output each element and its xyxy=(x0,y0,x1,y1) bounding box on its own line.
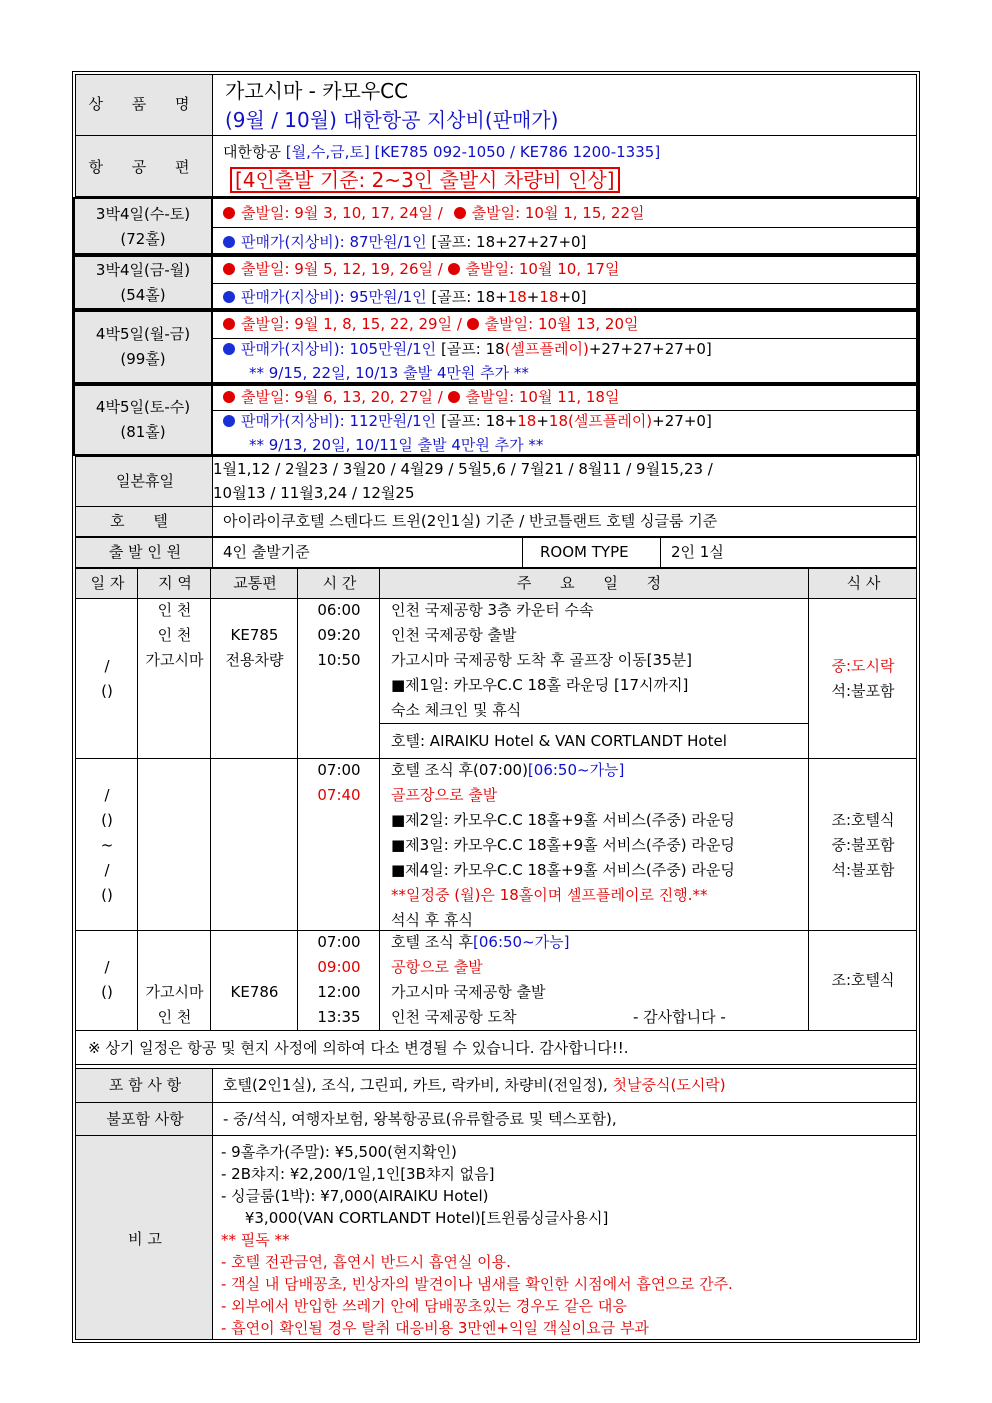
day1-time-cell xyxy=(297,598,380,759)
blue-dot-icon xyxy=(223,343,235,355)
golf-red: (셀프플레이) xyxy=(504,340,589,358)
included-value xyxy=(223,1078,726,1093)
time-text: 09:00 xyxy=(317,958,361,976)
golf-text: +27+27+27+0] xyxy=(588,340,712,358)
package-2-detail-cell xyxy=(211,255,919,310)
day3-area-cell xyxy=(137,930,211,1031)
remarks-value-cell xyxy=(212,1135,917,1340)
plan-text: 공항으로 출발 xyxy=(391,958,483,976)
dep-sep: 출발일: 9월 1, 8, 15, 22, 29일 / xyxy=(241,315,467,333)
people-label-cell xyxy=(75,537,213,568)
red-dot-icon xyxy=(223,263,235,275)
divider xyxy=(380,723,808,724)
day3-transport-cell xyxy=(210,930,298,1031)
header-day xyxy=(75,568,138,599)
golf-text: + xyxy=(526,288,540,306)
blue-dot-icon xyxy=(223,291,235,303)
day2-plan-cell xyxy=(379,758,809,931)
header-transport xyxy=(210,568,298,599)
included-lunch: 첫날중식(도시락) xyxy=(612,1076,726,1094)
plan-text: 숙소 체크인 및 휴식 xyxy=(391,701,522,719)
date-text: / xyxy=(104,786,110,804)
title-label-cell xyxy=(75,74,213,136)
date-text: / xyxy=(104,958,110,976)
dep-oct: 출발일: 10월 10, 17일 xyxy=(465,260,620,278)
time-text: 07:40 xyxy=(317,786,361,804)
people-label: 출 발 인 원 xyxy=(108,543,182,561)
package-1-name: 3박4일(수-토) xyxy=(95,205,191,223)
red-dot-icon xyxy=(223,207,235,219)
red-dot-icon xyxy=(223,318,235,330)
included-text: 호텔(2인1실), 조식, 그린피, 카트, 락카비, 차량비(전일정), xyxy=(223,1076,613,1094)
time-text: 10:50 xyxy=(317,651,361,669)
package-2-departures xyxy=(223,262,619,277)
price-text: 판매가(지상비): 112만원/1인 xyxy=(241,412,441,430)
divider xyxy=(213,227,917,228)
plan-text: ■제4일: 카모우C.C 18홀+9홀 서비스(주중) 라운딩 xyxy=(391,861,735,879)
price-text: 판매가(지상비): 105만원/1인 xyxy=(241,340,441,358)
package-3-extra: ** 9/15, 22일, 10/13 출발 4만원 추가 ** xyxy=(249,364,529,382)
package-4-holes: (81홀) xyxy=(120,423,166,441)
time-text: 12:00 xyxy=(317,983,361,1001)
day1-plan-cell xyxy=(379,598,809,759)
excluded-value: - 중/석식, 여행자보험, 왕복항공료(유류할증료 및 텍스포함), xyxy=(223,1110,617,1128)
day2-plan-1 xyxy=(391,763,624,778)
dep-sep: 출발일: 9월 3, 10, 17, 24일 / xyxy=(241,204,448,222)
blue-dot-icon xyxy=(223,236,235,248)
package-2-price xyxy=(223,290,586,305)
holidays-line-2: 10월13 / 11월3,24 / 12월25 xyxy=(213,484,415,502)
plan-note: [06:50~가능] xyxy=(527,761,625,779)
price-text: 판매가(지상비): 95만원/1인 xyxy=(241,288,432,306)
day2-date-cell xyxy=(75,758,138,931)
remark-warning: ** 필독 ** xyxy=(221,1231,290,1249)
remark-line: ¥3,000(VAN CORTLANDT Hotel)[트윈룸싱글사용시] xyxy=(221,1209,609,1227)
plan-text: 인천 국제공항 3층 카운터 수속 xyxy=(391,601,594,619)
room-type-label: ROOM TYPE xyxy=(540,543,629,561)
remark-warning: - 호텔 전관금연, 흡연시 반드시 흡연실 이용. xyxy=(221,1253,511,1271)
plan-note: [06:50~가능] xyxy=(473,933,570,951)
package-4-name: 4박5일(토-수) xyxy=(95,398,191,416)
day2-area-cell xyxy=(137,758,211,931)
product-subtitle: (9월 / 10월) 대한항공 지상비(판매가) xyxy=(225,108,559,132)
hotel-value-cell xyxy=(212,506,917,537)
product-name: 가고시마 - 카모우CC xyxy=(225,79,409,103)
hotel-label: 호 텔 xyxy=(110,512,180,530)
transport-text: KE785 xyxy=(230,626,279,644)
airline-name: 대한항공 xyxy=(223,143,286,161)
remark-line: - 싱글룸(1박): ¥7,000(AIRAIKU Hotel) xyxy=(221,1187,489,1205)
golf-text: [골프: 18 xyxy=(440,340,505,358)
dep-oct: 출발일: 10월 13, 20일 xyxy=(484,315,639,333)
plan-text: 인천 국제공항 도착 xyxy=(391,1008,517,1026)
red-dot-icon xyxy=(448,391,460,403)
remark-line: - 9홀추가(주말): ¥5,500(현지확인) xyxy=(221,1143,457,1161)
holidays-value-cell xyxy=(212,456,917,507)
package-3-departures xyxy=(223,317,639,332)
plan-text: 가고시마 국제공항 출발 xyxy=(391,983,546,1001)
plan-text: ■제1일: 카모우C.C 18홀 라운딩 [17시까지] xyxy=(391,676,689,694)
package-4-detail-cell xyxy=(211,384,919,456)
excluded-value-cell xyxy=(212,1102,917,1136)
golf-text: + xyxy=(536,412,549,430)
date-text: / xyxy=(104,861,110,879)
title-label: 상 품 명 xyxy=(88,95,202,113)
schedule-notice: ※ 상기 일정은 항공 및 현지 사정에 의하여 다소 변경될 수 있습니다. 감사합니다!!. xyxy=(88,1039,629,1057)
holidays-line-1: 1월1,12 / 2월23 / 3월20 / 4월29 / 5월5,6 / 7월21 / 8월11 / 9월15,23 / xyxy=(213,460,713,478)
flight-label-cell xyxy=(75,135,213,197)
time-text: 13:35 xyxy=(317,1008,361,1026)
header-plan xyxy=(379,568,809,599)
golf-red: 18(셀프플레이) xyxy=(548,412,653,430)
golf-red: 18 xyxy=(517,412,537,430)
time-text: 07:00 xyxy=(317,933,361,951)
area-text: 가고시마 xyxy=(145,651,204,669)
area-text: 인 천 xyxy=(157,601,192,619)
transport-text: KE786 xyxy=(230,983,279,1001)
excluded-label-cell xyxy=(75,1102,213,1136)
golf-red: 18 xyxy=(507,288,527,306)
header-day-text: 일 자 xyxy=(90,574,125,592)
meal-text: 조:호텔식 xyxy=(831,971,895,989)
package-3-name: 4박5일(월-금) xyxy=(95,325,191,343)
header-time xyxy=(297,568,380,599)
package-2-holes: (54홀) xyxy=(120,286,166,304)
remark-warning: - 외부에서 반입한 쓰레기 안에 담배꽁초있는 경우도 같은 대응 xyxy=(221,1297,627,1315)
golf-text: +27+0] xyxy=(652,412,712,430)
time-text: 09:20 xyxy=(317,626,361,644)
dep-sep: 출발일: 9월 5, 12, 19, 26일 / xyxy=(241,260,448,278)
divider xyxy=(213,410,917,411)
day1-weekday: () xyxy=(101,682,113,700)
day1-date: / xyxy=(104,657,110,675)
plan-text: ■제2일: 카모우C.C 18홀+9홀 서비스(주중) 라운딩 xyxy=(391,811,735,829)
plan-text: 인천 국제공항 출발 xyxy=(391,626,517,644)
people-value: 4인 출발기준 xyxy=(223,543,310,561)
holidays-label: 일본휴일 xyxy=(116,472,174,490)
meal-text: 중:도시락 xyxy=(831,657,895,675)
header-area-text: 지 역 xyxy=(158,574,192,592)
day2-meal-cell xyxy=(808,758,917,931)
plan-text: 골프장으로 출발 xyxy=(391,786,498,804)
package-2-label-cell xyxy=(73,255,213,310)
divider xyxy=(213,338,917,339)
hotel-label-cell xyxy=(75,506,213,537)
price-text: 판매가(지상비): 87만원/1인 xyxy=(241,233,432,251)
hotel-value: 아이라이쿠호텔 스텐다드 트윈(2인1실) 기준 / 반코틀랜트 호텔 싱글룸 기준 xyxy=(223,512,718,530)
date-text: () xyxy=(101,811,113,829)
remarks-label-cell xyxy=(75,1135,213,1340)
day1-hotel-line: 호텔: AIRAIKU Hotel & VAN CORTLANDT Hotel xyxy=(391,732,727,750)
date-text: () xyxy=(101,886,113,904)
flight-notice: [4인출발 기준: 2~3인 출발시 차량비 인상] xyxy=(230,167,620,193)
golf-text: [골프: 18+ xyxy=(431,288,508,306)
day1-area-cell xyxy=(137,598,211,759)
day3-plan-cell xyxy=(379,930,809,1031)
golf-text: [골프: 18+27+27+0] xyxy=(431,233,587,251)
holidays-label-cell xyxy=(75,456,213,507)
header-time-text: 시 간 xyxy=(322,574,357,592)
header-transport-text: 교통편 xyxy=(233,574,277,592)
time-text: 06:00 xyxy=(317,601,361,619)
day3-time-cell xyxy=(297,930,380,1031)
package-4-departures xyxy=(223,390,619,405)
day2-transport-cell xyxy=(210,758,298,931)
meal-text: 중:불포함 xyxy=(831,836,895,854)
red-dot-icon xyxy=(223,391,235,403)
red-dot-icon xyxy=(454,207,466,219)
package-1-detail-cell xyxy=(211,197,919,255)
day1-meal-cell xyxy=(808,598,917,759)
area-text: 인 천 xyxy=(157,626,192,644)
remark-warning: - 객실 내 담배꽁초, 빈상자의 발견이나 냄새를 확인한 시점에서 흡연으로 간주. xyxy=(221,1275,733,1293)
package-4-extra: ** 9/13, 20일, 10/11일 출발 4만원 추가 ** xyxy=(249,436,544,454)
included-value-cell xyxy=(212,1068,917,1103)
package-3-price xyxy=(223,342,712,357)
plan-text: 석식 후 휴식 xyxy=(391,911,473,929)
header-plan-text: 주 요 일 정 xyxy=(516,574,674,592)
package-3-holes: (99홀) xyxy=(120,350,166,368)
day2-time-cell xyxy=(297,758,380,931)
package-2-name: 3박4일(금-월) xyxy=(95,261,191,279)
flight-value-cell xyxy=(212,135,917,197)
remarks-label: 비 고 xyxy=(128,1230,162,1248)
blue-dot-icon xyxy=(223,415,235,427)
meal-text: 조:호텔식 xyxy=(831,811,895,829)
day3-plan-1 xyxy=(391,935,569,950)
remark-line: - 2B챠지: ¥2,200/1일,1인[3B챠지 없음] xyxy=(221,1165,495,1183)
header-area xyxy=(137,568,211,599)
package-1-price xyxy=(223,235,586,250)
day3-date-cell xyxy=(75,930,138,1031)
package-4-price xyxy=(223,414,712,429)
flight-label: 항 공 편 xyxy=(88,158,202,176)
area-text: 인 천 xyxy=(157,1008,192,1026)
remark-warning: - 흡연이 확인될 경우 탈취 대응비용 3만엔+익일 객실이요금 부과 xyxy=(221,1319,649,1337)
room-type-value: 2인 1실 xyxy=(671,543,724,561)
thanks-text: - 감사합니다 - xyxy=(633,1008,726,1026)
plan-text: 가고시마 국제공항 도착 후 골프장 이동[35분] xyxy=(391,651,692,669)
dep-oct: 출발일: 10월 11, 18일 xyxy=(465,388,620,406)
meal-text: 석:불포함 xyxy=(831,861,895,879)
flight-info xyxy=(223,145,660,160)
package-3-detail-cell xyxy=(211,310,919,384)
room-type-value-cell xyxy=(660,537,917,568)
package-1-holes: (72홀) xyxy=(120,230,166,248)
dep-oct: 출발일: 10월 1, 15, 22일 xyxy=(471,204,645,222)
header-meal xyxy=(808,568,917,599)
area-text: 가고시마 xyxy=(145,983,204,1001)
golf-text: +0] xyxy=(558,288,587,306)
package-1-departures xyxy=(223,206,645,221)
date-text: ~ xyxy=(100,836,114,854)
plan-text: **일정중 (월)은 18홀이며 셀프플레이로 진행.** xyxy=(391,886,708,904)
plan-text: ■제3일: 카모우C.C 18홀+9홀 서비스(주중) 라운딩 xyxy=(391,836,735,854)
golf-text: [골프: 18+ xyxy=(440,412,518,430)
included-label-cell xyxy=(75,1068,213,1103)
package-3-label-cell xyxy=(73,310,213,384)
dep-sep: 출발일: 9월 6, 13, 20, 27일 / xyxy=(241,388,448,406)
meal-text: 석:불포함 xyxy=(831,682,895,700)
excluded-label: 불포함 사항 xyxy=(106,1110,184,1128)
day3-meal-cell xyxy=(808,930,917,1031)
red-dot-icon xyxy=(448,263,460,275)
date-text: () xyxy=(101,983,113,1001)
package-1-label-cell xyxy=(73,197,213,255)
room-type-label-cell xyxy=(522,537,661,568)
transport-text: 전용차량 xyxy=(225,651,284,669)
people-value-cell xyxy=(212,537,523,568)
day1-date-cell xyxy=(75,598,138,759)
title-value-cell xyxy=(212,74,917,136)
plan-text: 호텔 조식 후(07:00) xyxy=(391,761,528,779)
golf-red: 18 xyxy=(539,288,559,306)
red-dot-icon xyxy=(467,318,479,330)
plan-text: 호텔 조식 후 xyxy=(391,933,473,951)
included-label: 포 함 사 항 xyxy=(108,1076,182,1094)
notice-cell xyxy=(75,1030,917,1065)
package-4-label-cell xyxy=(73,384,213,456)
divider xyxy=(213,283,917,284)
flight-schedule: [월,수,금,토] [KE785 092-1050 / KE786 1200-1335] xyxy=(285,143,661,161)
time-text: 07:00 xyxy=(317,761,361,779)
day1-transport-cell xyxy=(210,598,298,759)
header-meal-text: 식 사 xyxy=(846,574,881,592)
